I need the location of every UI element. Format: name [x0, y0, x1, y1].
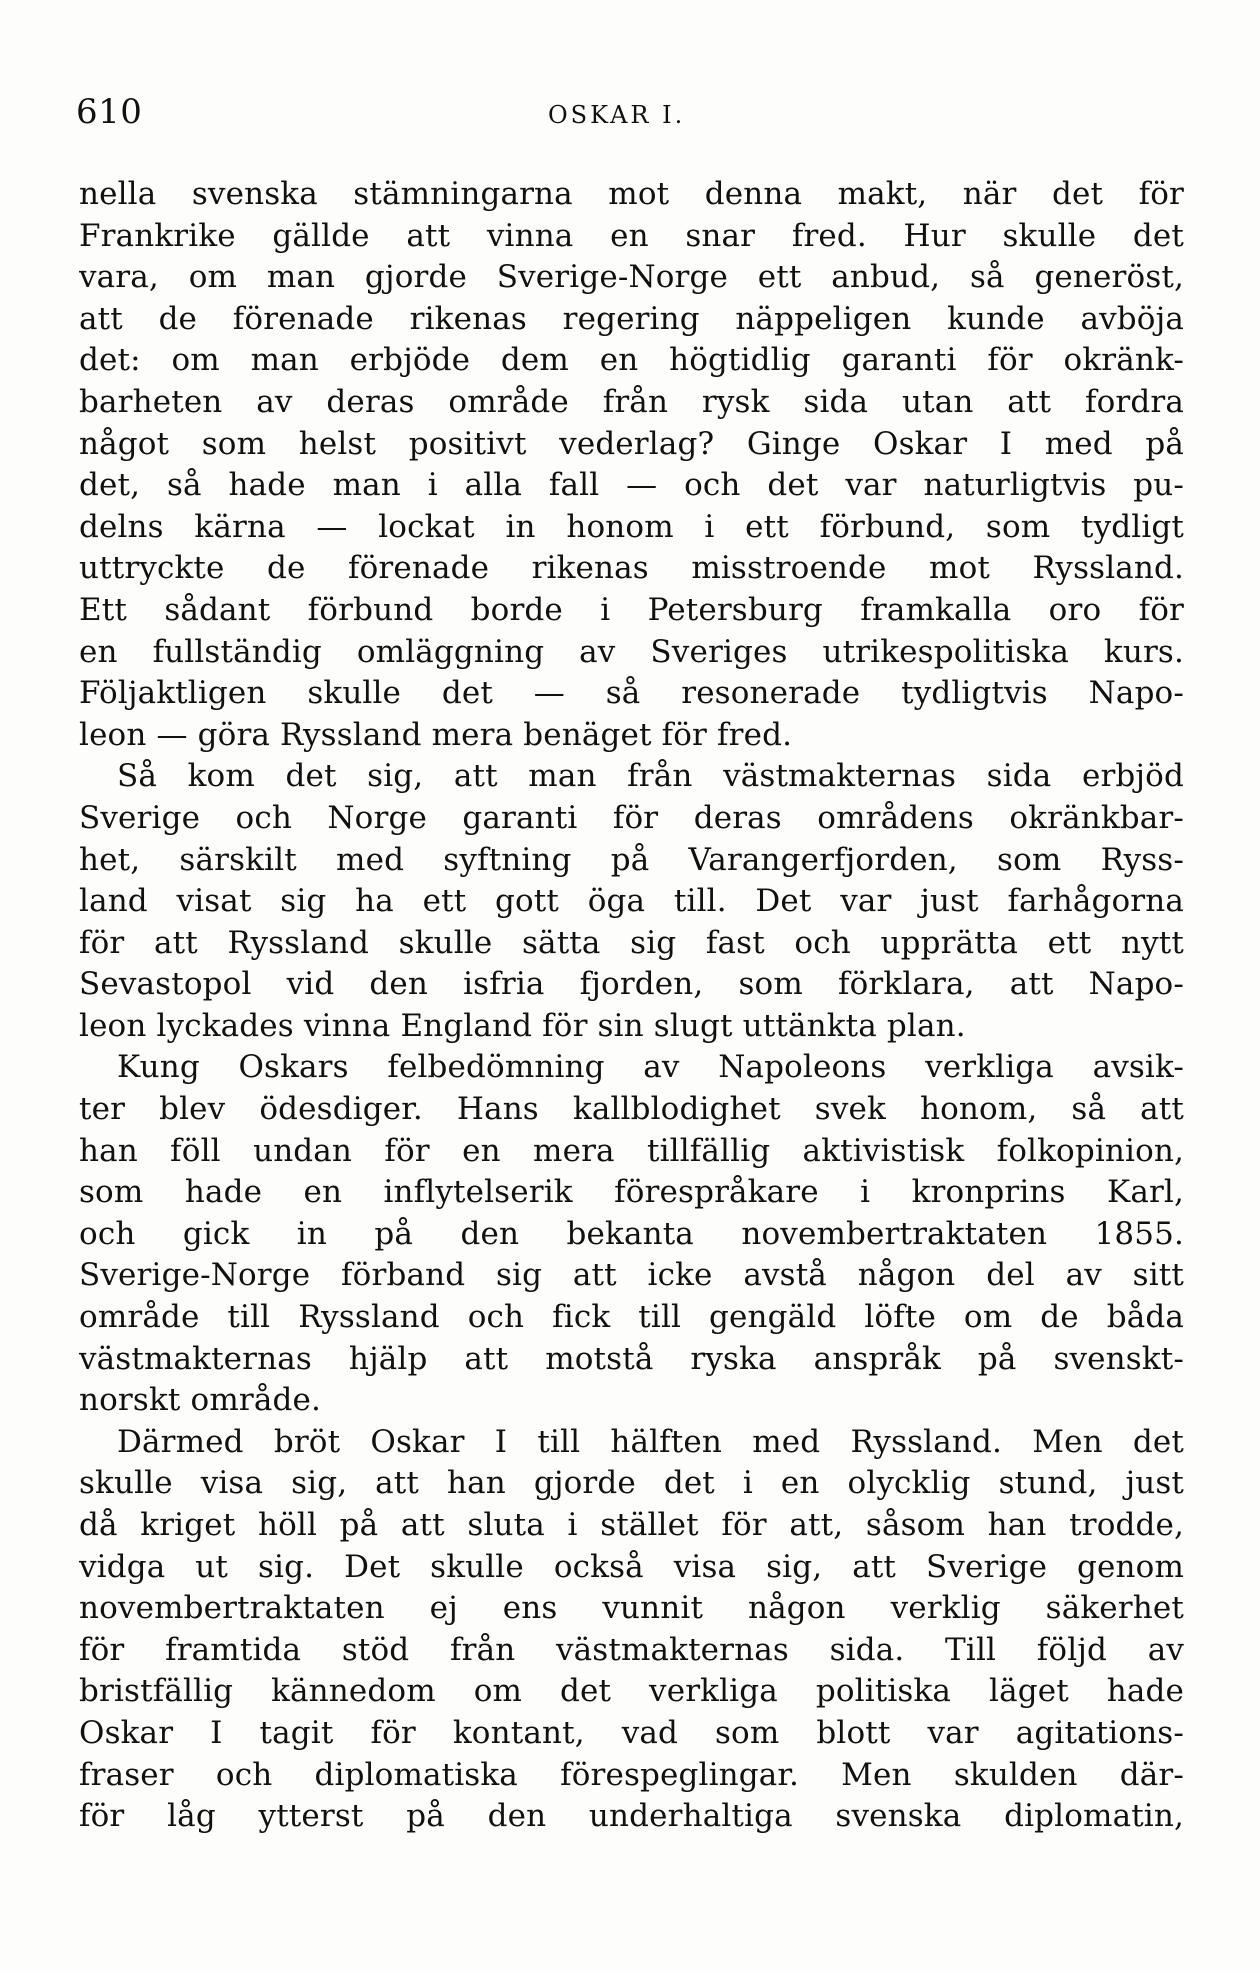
text-line: leon — göra Ryssland mera benäget för fred.	[79, 716, 793, 753]
text-line: delns kärna — lockat in honom i ett förbund, som tydligt	[79, 508, 1184, 545]
text-line: för att Ryssland skulle sätta sig fast och upprätta ett nytt	[79, 924, 1184, 961]
text-line: för framtida stöd från västmakternas sida. Till följd av	[79, 1631, 1184, 1668]
text-line: Ett sådant förbund borde i Petersburg framkalla oro för	[79, 591, 1184, 628]
text-line: ter blev ödesdiger. Hans kallblodighet svek honom, så att	[79, 1091, 1184, 1128]
text-line: Oskar I tagit för kontant, vad som blott var agitations-	[79, 1714, 1184, 1751]
paragraph-start-line: Kung Oskars felbedömning av Napoleons verkliga avsik-	[117, 1049, 1184, 1086]
page-header	[76, 92, 1188, 135]
text-line: han föll undan för en mera tillfällig aktivistisk folkopinion,	[79, 1132, 1184, 1169]
text-line: något som helst positivt vederlag? Ginge Oskar I med på	[79, 425, 1184, 462]
body-text	[79, 174, 1184, 1838]
text-line: bristfällig kännedom om det verkliga politiska läget hade	[79, 1673, 1184, 1710]
text-line: leon lyckades vinna England för sin slugt uttänkta plan.	[79, 1007, 966, 1044]
text-line: vidga ut sig. Det skulle också visa sig, att Sverige genom	[79, 1548, 1184, 1585]
text-line: land visat sig ha ett gott öga till. Det var just farhågorna	[79, 883, 1184, 920]
text-line: uttryckte de förenade rikenas misstroende mot Ryssland.	[79, 550, 1184, 587]
text-line: då kriget höll på att sluta i stället för att, såsom han trodde,	[79, 1507, 1184, 1543]
text-line: det, så hade man i alla fall — och det var naturligtvis pu-	[79, 467, 1184, 504]
running-title: OSKAR I.	[548, 101, 686, 129]
paragraph-start-line: Så kom det sig, att man från västmakternas sida erbjöd	[117, 758, 1184, 795]
text-line: Sverige och Norge garanti för deras områdens okränkbar-	[79, 799, 1184, 836]
text-line: norskt område.	[79, 1382, 321, 1419]
text-line: och gick in på den bekanta novembertraktaten 1855.	[79, 1215, 1184, 1252]
page-number: 610	[76, 92, 143, 132]
text-line: fraser och diplomatiska förespeglingar. Men skulden där-	[79, 1756, 1184, 1793]
text-line: som hade en inflytelserik förespråkare i kronprins Karl,	[79, 1174, 1184, 1211]
text-line: västmakternas hjälp att motstå ryska anspråk på svenskt-	[79, 1340, 1184, 1377]
text-line: barheten av deras område från rysk sida utan att fordra	[79, 383, 1184, 420]
text-line: Följaktligen skulle det — så resonerade tydligtvis Napo-	[79, 675, 1184, 712]
text-line: nella svenska stämningarna mot denna makt, när det för	[79, 176, 1184, 212]
text-line: område till Ryssland och fick till gengäld löfte om de båda	[79, 1299, 1184, 1336]
text-line: för låg ytterst på den underhaltiga svenska diplomatin,	[79, 1798, 1184, 1835]
paragraph-start-line: Därmed bröt Oskar I till hälften med Ryssland. Men det	[117, 1423, 1184, 1460]
text-line: en fullständig omläggning av Sveriges utrikespolitiska kurs.	[79, 633, 1184, 670]
text-line: het, särskilt med syftning på Varangerfjorden, som Ryss-	[79, 841, 1184, 878]
text-line: novembertraktaten ej ens vunnit någon verklig säkerhet	[79, 1590, 1184, 1627]
text-line: vara, om man gjorde Sverige-Norge ett anbud, så generöst,	[79, 259, 1184, 296]
text-line: att de förenade rikenas regering näppeligen kunde avböja	[79, 300, 1184, 337]
text-line: skulle visa sig, att han gjorde det i en olycklig stund, just	[79, 1465, 1184, 1502]
text-line: det: om man erbjöde dem en högtidlig garanti för okränk-	[79, 342, 1184, 379]
text-line: Sevastopol vid den isfria fjorden, som förklara, att Napo-	[79, 966, 1184, 1003]
text-line: Frankrike gällde att vinna en snar fred. Hur skulle det	[79, 217, 1184, 254]
text-line: Sverige-Norge förband sig att icke avstå någon del av sitt	[79, 1257, 1184, 1294]
